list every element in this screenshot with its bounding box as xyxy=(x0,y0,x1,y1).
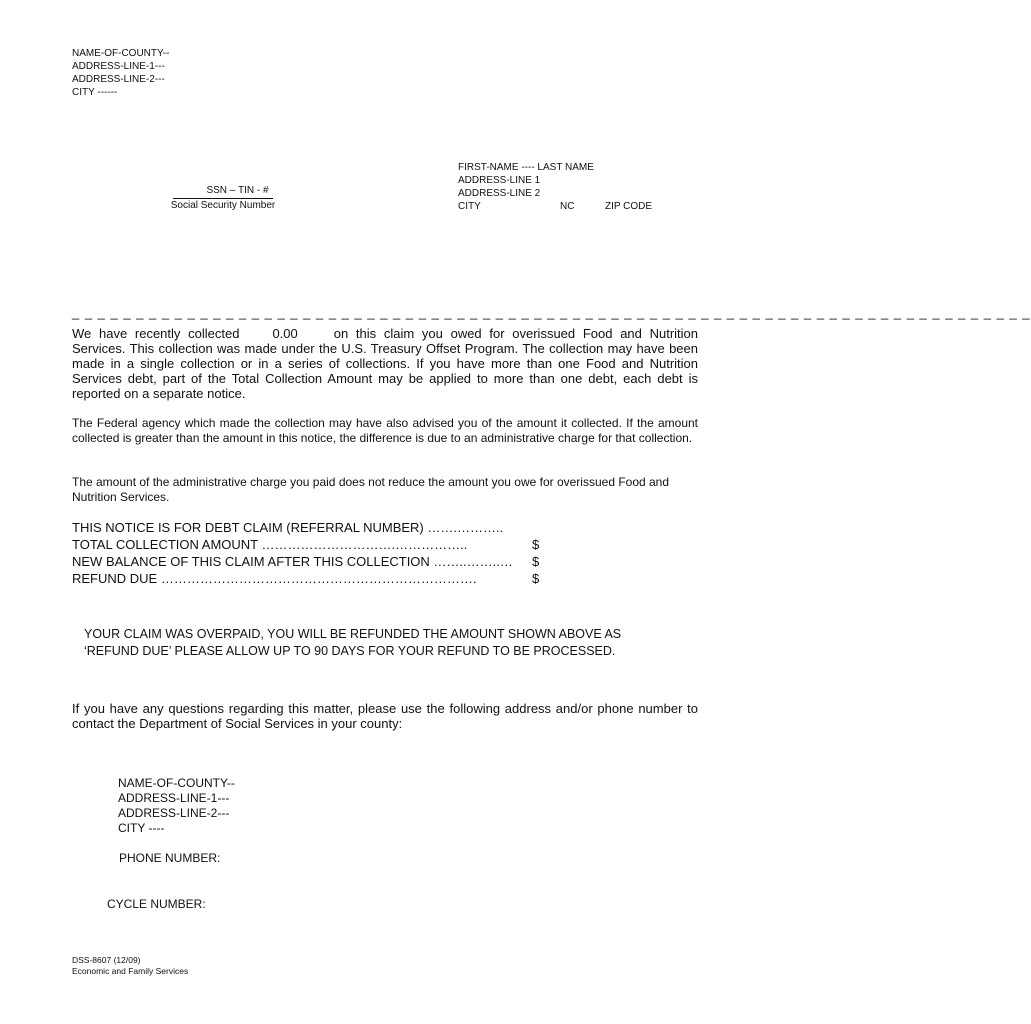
intro-paragraph xyxy=(72,326,698,401)
overpaid-line-1: YOUR CLAIM WAS OVERPAID, YOU WILL BE REFUNDED THE AMOUNT SHOWN ABOVE AS xyxy=(84,627,622,641)
total-collection-label: TOTAL COLLECTION AMOUNT ………………………….…………….. xyxy=(72,537,468,552)
form-footer xyxy=(72,955,188,977)
cycle-number-label: CYCLE NUMBER: xyxy=(107,897,206,911)
sender-address xyxy=(72,47,169,99)
department-name: Economic and Family Services xyxy=(72,966,189,976)
sender-address-line-2: ADDRESS-LINE-2--- xyxy=(72,74,165,85)
overpaid-notice xyxy=(84,626,621,660)
contact-address xyxy=(118,776,235,836)
new-balance-label: NEW BALANCE OF THIS CLAIM AFTER THIS COLLECTION ……..……..… xyxy=(72,554,513,569)
intro-prefix: We have recently collected xyxy=(72,326,240,341)
total-collection-row xyxy=(72,536,572,553)
new-balance-currency: $ xyxy=(532,554,540,569)
contact-county: NAME-OF-COUNTY-- xyxy=(118,776,235,790)
contact-paragraph: If you have any questions regarding this matter, please use the following address and/or phone number to contact the Department of Social Services in your county: xyxy=(72,701,698,731)
recipient-address xyxy=(458,161,698,213)
debt-claim-row: THIS NOTICE IS FOR DEBT CLAIM (REFERRAL NUMBER) …….……….. xyxy=(72,520,504,535)
recipient-city: CITY xyxy=(458,201,481,212)
ssn-block xyxy=(164,184,282,212)
refund-due-currency: $ xyxy=(532,571,540,586)
recipient-state: NC xyxy=(560,201,575,212)
new-balance-row xyxy=(72,553,572,570)
recipient-address-line-2: ADDRESS-LINE 2 xyxy=(458,188,541,199)
sender-city: CITY ------ xyxy=(72,87,118,98)
federal-agency-paragraph: The Federal agency which made the collection may have also advised you of the amount it collected. If the amount collected is greater than the amount in this notice, the difference is due to an administrative charge for that collection. xyxy=(72,416,698,445)
refund-due-row xyxy=(72,570,572,587)
total-collection-currency: $ xyxy=(532,537,540,552)
phone-number-label: PHONE NUMBER: xyxy=(119,851,221,865)
form-number: DSS-8607 (12/09) xyxy=(72,955,141,965)
sender-address-line-1: ADDRESS-LINE-1--- xyxy=(72,61,165,72)
recipient-address-line-1: ADDRESS-LINE 1 xyxy=(458,175,541,186)
ssn-value: SSN – TIN - # xyxy=(173,184,272,199)
recipient-city-line xyxy=(458,200,698,213)
overpaid-line-2: ‘REFUND DUE’ PLEASE ALLOW UP TO 90 DAYS FOR YOUR REFUND TO BE PROCESSED. xyxy=(84,644,616,658)
recipient-zip: ZIP CODE xyxy=(605,201,653,212)
sender-county: NAME-OF-COUNTY-- xyxy=(72,48,170,59)
contact-city: CITY ---- xyxy=(118,821,165,835)
contact-address-line-1: ADDRESS-LINE-1--- xyxy=(118,791,230,805)
admin-charge-paragraph: The amount of the administrative charge you paid does not reduce the amount you owe for overissued Food and Nutrition Services. xyxy=(72,475,670,504)
collected-amount: 0.00 xyxy=(272,326,298,341)
ssn-label: Social Security Number xyxy=(170,200,276,211)
refund-due-label: REFUND DUE ………………………………………………………………. xyxy=(72,571,477,586)
separator: _ _ _ _ _ _ _ _ _ _ _ _ _ _ _ _ _ _ _ _ _ _ _ _ _ _ _ _ _ _ _ _ _ _ _ _ _ _ _ _ _ _ _ _ _ _ _ _ _ _ _ _ _ _ _ _ _ _ _ _ _ _ _ _ _ _ _ _ _ _ _ _ _ _ _ xyxy=(72,305,1031,320)
collection-summary xyxy=(72,519,572,587)
contact-address-line-2: ADDRESS-LINE-2--- xyxy=(118,806,230,820)
intro-rest: on this claim you owed for overissued Food and Nutrition Services. This collection was made under the U.S. Treasury Offset Program. The collection may have been made in a single collection or in a series of collections. If you have more than one Food and Nutrition Services debt, part of the Total Collection Amount may be applied to more than one debt, each debt is reported on a separate notice. xyxy=(72,326,698,401)
recipient-name: FIRST-NAME ---- LAST NAME xyxy=(458,162,594,173)
